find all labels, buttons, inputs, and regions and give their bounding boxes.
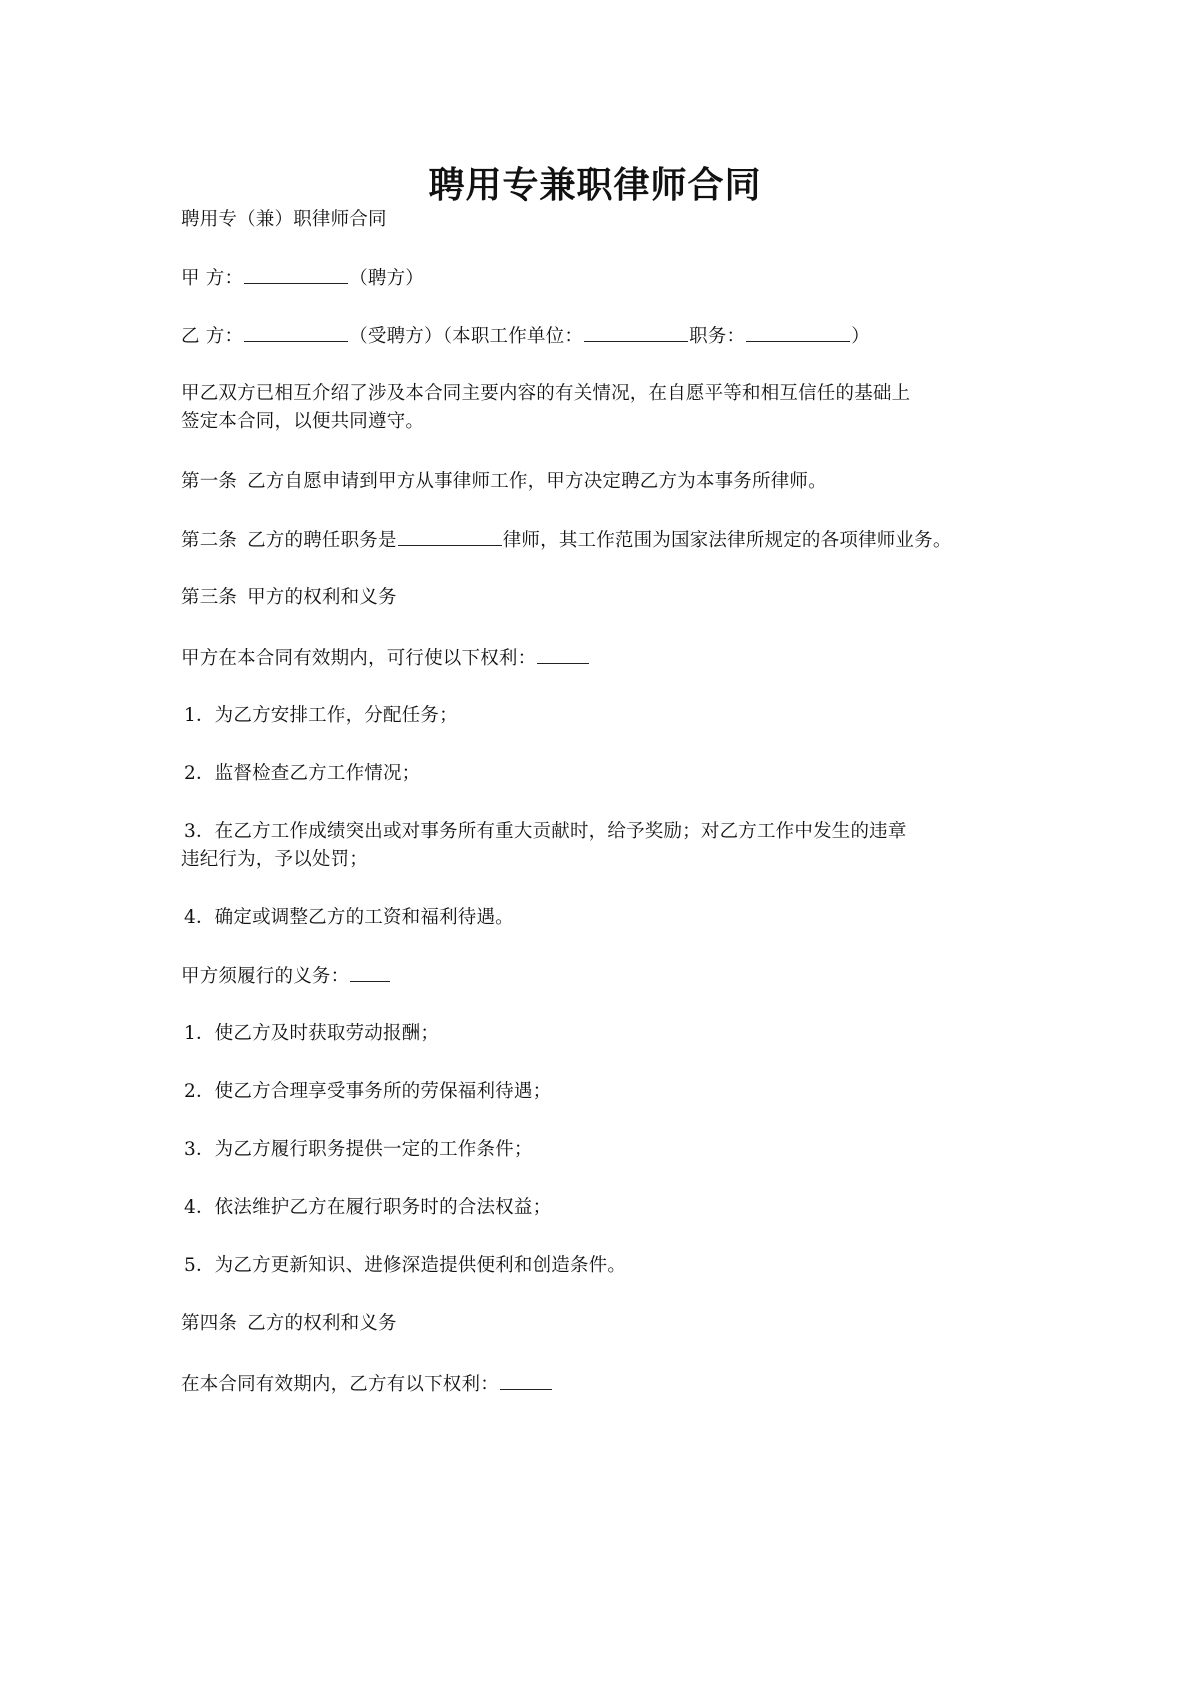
party-b-role: （受聘方） bbox=[349, 326, 443, 347]
list-item-text: 为乙方安排工作，分配任务； bbox=[214, 705, 458, 726]
document-subtitle: 聘用专（兼）职律师合同 bbox=[181, 209, 387, 230]
article-3-right-3-continuation: 违纪行为，予以处罚； bbox=[181, 849, 369, 870]
duties-intro-blank bbox=[350, 964, 390, 982]
article-2-text-before: 乙方的聘任职务是 bbox=[247, 530, 397, 551]
list-item-text: 依法维护乙方在履行职务时的合法权益； bbox=[214, 1197, 552, 1218]
article-3-duty-3 bbox=[184, 1138, 533, 1162]
article-3-right-2 bbox=[184, 762, 420, 786]
article-4-rights-intro bbox=[181, 1372, 553, 1397]
list-item-text: 监督检查乙方工作情况； bbox=[214, 763, 421, 784]
party-b-position-label: 职务： bbox=[689, 326, 746, 347]
article-4-heading-line bbox=[181, 1312, 397, 1336]
document-title: 聘用专兼职律师合同 bbox=[428, 165, 762, 206]
article-3-rights-intro bbox=[181, 646, 590, 671]
article-3-duty-4 bbox=[184, 1196, 551, 1220]
party-b-line bbox=[181, 324, 870, 349]
article-4-heading: 第四条 bbox=[181, 1313, 238, 1334]
list-item-text: 为乙方更新知识、进修深造提供便利和创造条件。 bbox=[214, 1255, 627, 1276]
article-3-duty-1 bbox=[184, 1022, 439, 1046]
list-item-text: 确定或调整乙方的工资和福利待遇。 bbox=[214, 907, 514, 928]
article-3-heading-line bbox=[181, 586, 397, 610]
list-item-text: 为乙方履行职务提供一定的工作条件； bbox=[214, 1139, 533, 1160]
list-item-number: 1． bbox=[184, 1023, 215, 1044]
party-b-employer-label: （本职工作单位： bbox=[442, 326, 584, 347]
article-3-right-4 bbox=[184, 906, 514, 930]
list-item-number: 3． bbox=[184, 821, 215, 842]
article-1 bbox=[181, 470, 827, 494]
article-4-title: 乙方的权利和义务 bbox=[247, 1313, 397, 1334]
article-1-heading: 第一条 bbox=[181, 471, 238, 492]
party-b-label: 乙 方： bbox=[181, 326, 244, 347]
party-b-close: ） bbox=[851, 326, 870, 347]
article-1-text: 乙方自愿申请到甲方从事律师工作，甲方决定聘乙方为本事务所律师。 bbox=[247, 471, 827, 492]
article-3-title: 甲方的权利和义务 bbox=[247, 587, 397, 608]
party-a-blank bbox=[244, 266, 348, 284]
article-2 bbox=[181, 528, 952, 553]
article-3-duty-5 bbox=[184, 1254, 626, 1278]
list-item-number: 5． bbox=[184, 1255, 215, 1276]
party-b-blank bbox=[244, 324, 348, 342]
rights-intro-text: 在本合同有效期内，乙方有以下权利： bbox=[181, 1374, 499, 1395]
party-a-suffix: （聘方） bbox=[349, 268, 424, 289]
list-item-number: 1． bbox=[184, 705, 215, 726]
party-a-label: 甲 方： bbox=[181, 268, 244, 289]
list-item-text: 使乙方合理享受事务所的劳保福利待遇； bbox=[214, 1081, 552, 1102]
article-3-right-1 bbox=[184, 704, 458, 728]
list-item-text: 使乙方及时获取劳动报酬； bbox=[214, 1023, 440, 1044]
preamble-line-2: 签定本合同，以便共同遵守。 bbox=[181, 411, 425, 432]
preamble-line-1: 甲乙双方已相互介绍了涉及本合同主要内容的有关情况，在自愿平等和相互信任的基础上 bbox=[181, 383, 911, 404]
article-2-heading: 第二条 bbox=[181, 530, 238, 551]
duties-intro-text: 甲方须履行的义务： bbox=[181, 966, 350, 987]
list-item-number: 4． bbox=[184, 907, 215, 928]
list-item-number: 2． bbox=[184, 763, 215, 784]
rights-intro-blank bbox=[537, 646, 589, 664]
article-3-right-3 bbox=[184, 820, 907, 844]
party-b-employer-blank bbox=[584, 324, 688, 342]
list-item-number: 3． bbox=[184, 1139, 215, 1160]
list-item-number: 2． bbox=[184, 1081, 215, 1102]
party-a-line bbox=[181, 266, 424, 291]
article-2-blank bbox=[398, 528, 502, 546]
list-item-number: 4． bbox=[184, 1197, 215, 1218]
rights-intro-blank bbox=[500, 1372, 552, 1390]
article-3-duty-2 bbox=[184, 1080, 551, 1104]
list-item-text: 在乙方工作成绩突出或对事务所有重大贡献时，给予奖励；对乙方工作中发生的违章 bbox=[214, 821, 907, 842]
party-b-position-blank bbox=[746, 324, 850, 342]
article-3-heading: 第三条 bbox=[181, 587, 238, 608]
article-3-duties-intro bbox=[181, 964, 391, 989]
rights-intro-text: 甲方在本合同有效期内，可行使以下权利： bbox=[181, 648, 537, 669]
article-2-text-after: 律师，其工作范围为国家法律所规定的各项律师业务。 bbox=[502, 530, 952, 551]
